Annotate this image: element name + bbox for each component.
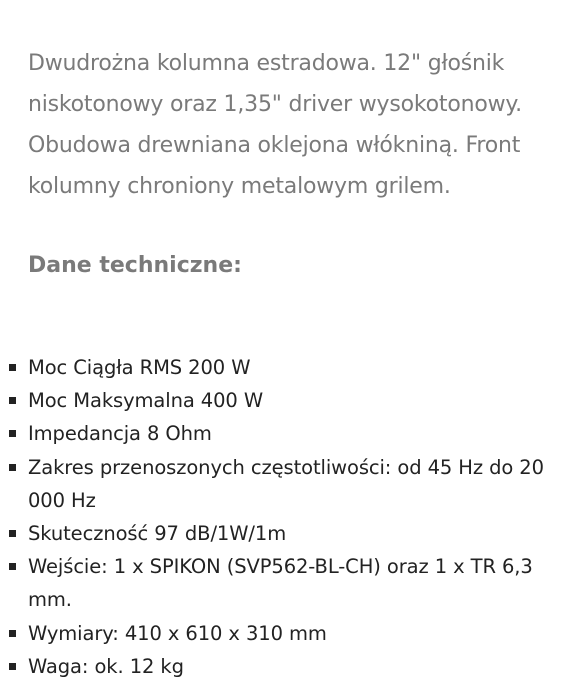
specs-list <box>0 351 580 683</box>
spec-text: Wymiary: 410 x 610 x 310 mm <box>28 621 327 645</box>
specs-heading: Dane techniczne: <box>28 253 242 278</box>
spec-item <box>0 617 580 650</box>
square-bullet-icon <box>9 464 16 471</box>
square-bullet-icon <box>9 430 16 437</box>
spec-item <box>0 517 580 550</box>
spec-item <box>0 451 580 517</box>
spec-text: Waga: ok. 12 kg <box>28 654 184 678</box>
spec-text: Skuteczność 97 dB/1W/1m <box>28 522 287 546</box>
spec-text: Zakres przenoszonych częstotliwości: od 45 Hz do 20 000 Hz <box>28 455 544 512</box>
spec-text: Impedancja 8 Ohm <box>28 422 212 446</box>
spec-text: Moc Maksymalna 400 W <box>28 389 264 413</box>
square-bullet-icon <box>9 563 16 570</box>
spec-item <box>0 417 580 450</box>
spec-item <box>0 384 580 417</box>
spec-text: Moc Ciągła RMS 200 W <box>28 356 251 379</box>
spec-item <box>0 550 580 616</box>
spec-item <box>0 650 580 683</box>
square-bullet-icon <box>9 663 16 670</box>
product-description: Dwudrożna kolumna estradowa. 12" głośnik niskotonowy oraz 1,35" driver wysokotonowy. Obudowa drewniana oklejona włókniną. Front kolumny chroniony metalowym grilem. <box>28 51 522 199</box>
spec-item <box>0 351 580 384</box>
square-bullet-icon <box>9 364 16 371</box>
square-bullet-icon <box>9 630 16 637</box>
square-bullet-icon <box>9 530 16 537</box>
square-bullet-icon <box>9 397 16 404</box>
spec-text: Wejście: 1 x SPIKON (SVP562-BL-CH) oraz 1 x TR 6,3 mm. <box>28 555 533 612</box>
